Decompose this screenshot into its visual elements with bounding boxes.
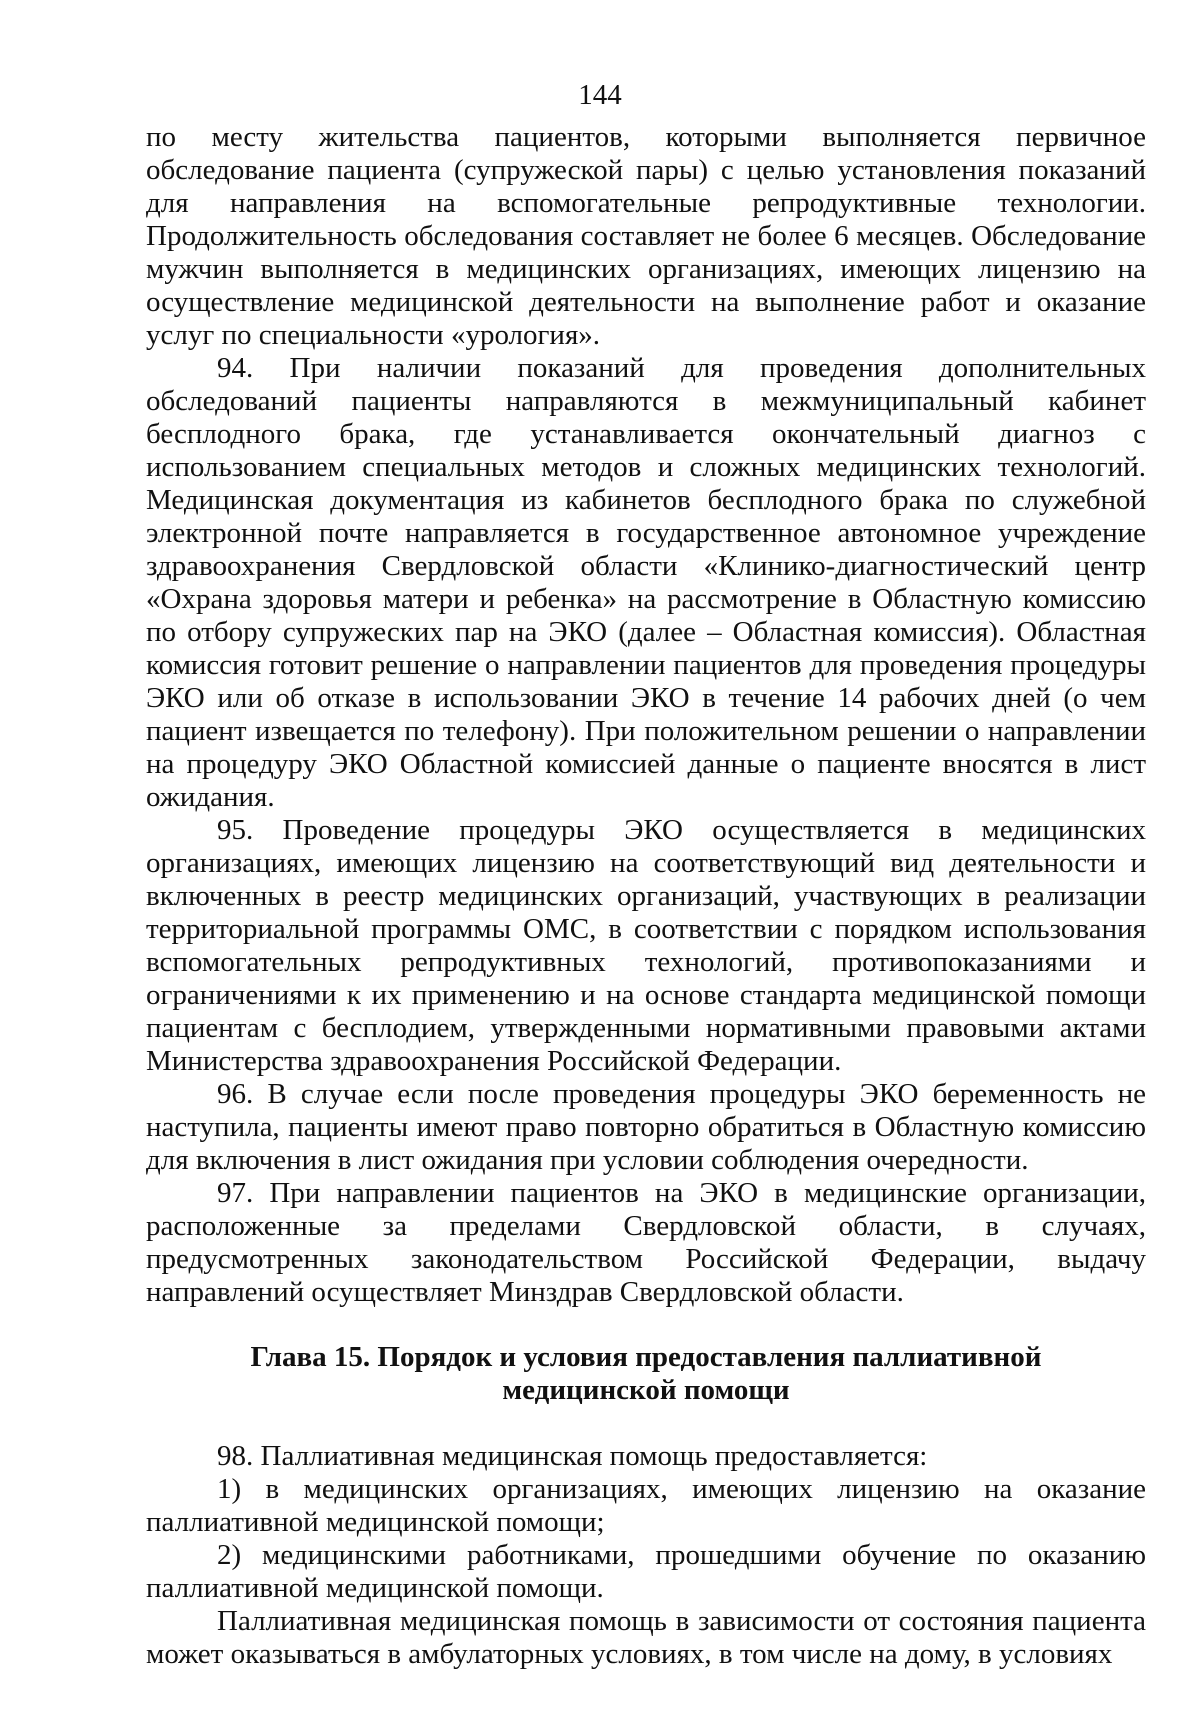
paragraph-98: 98. Паллиативная медицинская помощь предоставляется:	[217, 1440, 928, 1472]
chapter-heading	[146, 1341, 1146, 1407]
document-body	[146, 121, 1146, 1671]
paragraph-97: 97. При направлении пациентов на ЭКО в медицинские организации, расположенные за пределами Свердловской области, в случаях, предусмотренных законодательством Российской Федерации, выдачу направлений осуществляет Минздрав Свердловской области.	[146, 1177, 1146, 1308]
paragraph-continuation: по месту жительства пациентов, которыми выполняется первичное обследование пациента (супружеской пары) с целью установления показаний для направления на вспомогательные репродуктивные технологии. Продолжительность обследования составляет не более 6 месяцев. Обследование мужчин выполняется в медицинских организациях, имеющих лицензию на осуществление медицинской деятельности на выполнение работ и оказание услуг по специальности «урология».	[146, 121, 1146, 351]
paragraph-96: 96. В случае если после проведения процедуры ЭКО беременность не наступила, пациенты имеют право повторно обратиться в Областную комиссию для включения в лист ожидания при условии соблюдения очередности.	[146, 1078, 1146, 1176]
paragraph-94: 94. При наличии показаний для проведения дополнительных обследований пациенты направляются в межмуниципальный кабинет бесплодного брака, где устанавливается окончательный диагноз с использованием специальных методов и сложных медицинских технологий. Медицинская документация из кабинетов бесплодного брака по служебной электронной почте направляется в государственное автономное учреждение здравоохранения Свердловской области «Клинико-диагностический центр «Охрана здоровья матери и ребенка» на рассмотрение в Областную комиссию по отбору супружеских пар на ЭКО (далее – Областная комиссия). Областная комиссия готовит решение о направлении пациентов для проведения процедуры ЭКО или об отказе в использовании ЭКО в течение 14 рабочих дней (о чем пациент извещается по телефону). При положительном решении о направлении на процедуру ЭКО Областной комиссией данные о пациенте вносятся в лист ожидания.	[146, 352, 1146, 813]
list-item-2: 2) медицинскими работниками, прошедшими обучение по оказанию паллиативной медицинской помощи.	[146, 1539, 1146, 1604]
chapter-heading-line-2: медицинской помощи	[502, 1374, 790, 1406]
page-number: 144	[578, 79, 622, 111]
paragraph-95: 95. Проведение процедуры ЭКО осуществляется в медицинских организациях, имеющих лицензию на соответствующий вид деятельности и включенных в реестр медицинских организаций, участвующих в реализации территориальной программы ОМС, в соответствии с порядком использования вспомогательных репродуктивных технологий, противопоказаниями и ограничениями к их применению и на основе стандарта медицинской помощи пациентам с бесплодием, утвержденными нормативными правовыми актами Министерства здравоохранения Российской Федерации.	[146, 814, 1146, 1077]
list-item-1: 1) в медицинских организациях, имеющих лицензию на оказание паллиативной медицинской помощи;	[146, 1473, 1146, 1538]
chapter-heading-line-1: Глава 15. Порядок и условия предоставления паллиативной	[250, 1341, 1042, 1373]
paragraph-palliative-conditions: Паллиативная медицинская помощь в зависимости от состояния пациента может оказываться в амбулаторных условиях, в том числе на дому, в условиях	[146, 1605, 1146, 1670]
